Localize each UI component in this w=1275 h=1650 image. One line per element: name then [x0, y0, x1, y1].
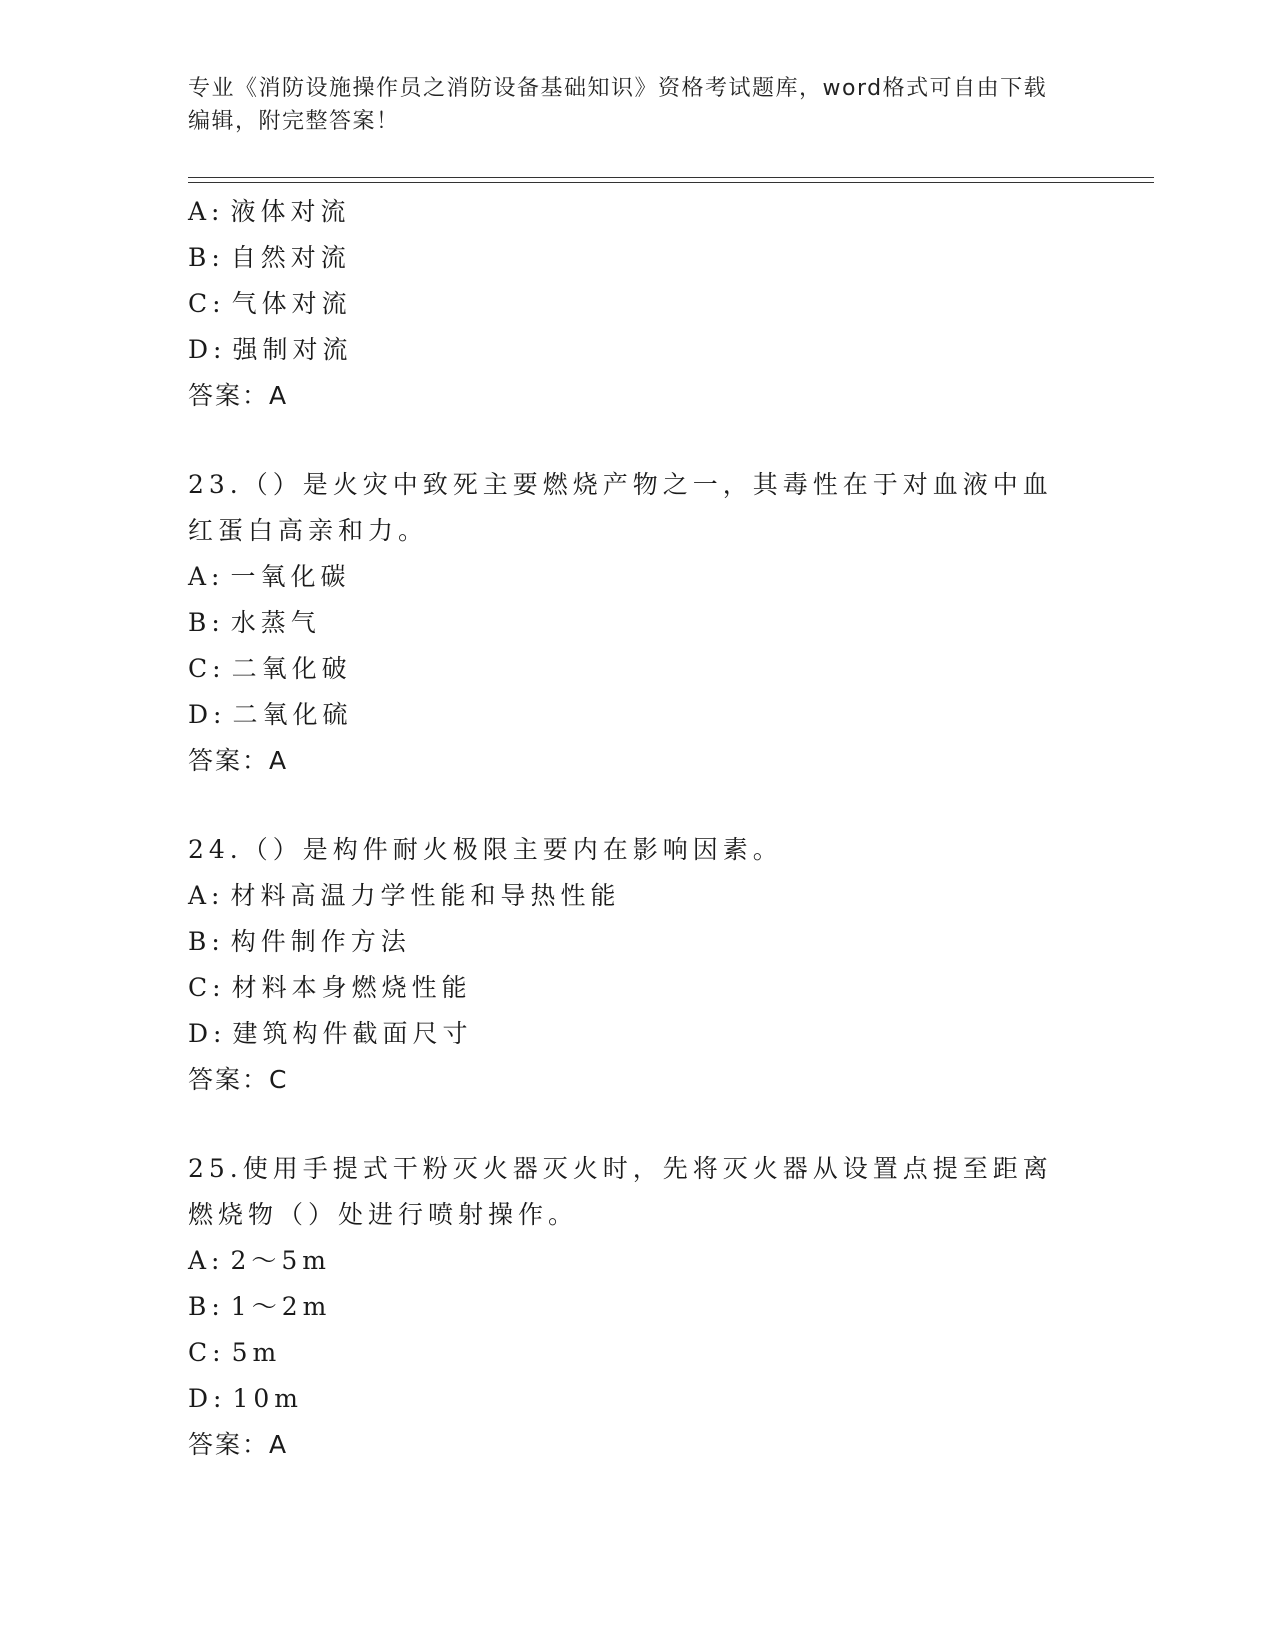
option-b: [188, 235, 1088, 281]
option-letter: D:: [188, 700, 227, 729]
question-stem: 25.使用手提式干粉灭火器灭火时，先将灭火器从设置点提至距离燃烧物（）处进行喷射操作。: [188, 1154, 1053, 1229]
option-letter: A:: [188, 197, 225, 226]
option-letter: A:: [188, 881, 225, 910]
option-a: [188, 189, 1088, 235]
answer-line: 答案：A: [188, 746, 289, 775]
option-letter: C:: [188, 654, 226, 683]
option-c: [188, 1330, 1088, 1376]
option-letter: A:: [188, 562, 225, 591]
option-letter: C:: [188, 289, 226, 318]
option-letter: B:: [188, 927, 225, 956]
question-list: [188, 189, 1088, 1468]
spacer: [188, 419, 1088, 462]
question-22: [188, 189, 1088, 419]
document-header: 专业《消防设施操作员之消防设备基础知识》资格考试题库，word格式可自由下载编辑，附完整答案！: [188, 76, 1048, 134]
option-letter: B:: [188, 243, 225, 272]
option-letter: B:: [188, 608, 225, 637]
option-text: 2～5m: [230, 1246, 332, 1275]
question-stem: 23.（）是火灾中致死主要燃烧产物之一，其毒性在于对血液中血红蛋白高亲和力。: [188, 470, 1053, 545]
answer-line: 答案：A: [188, 381, 289, 410]
option-text: 建筑构件截面尺寸: [232, 1019, 473, 1048]
option-text: 二氧化破: [231, 654, 352, 683]
option-c: [188, 646, 1088, 692]
option-text: 强制对流: [232, 335, 353, 364]
option-text: 材料高温力学性能和导热性能: [230, 881, 621, 910]
option-d: [188, 692, 1088, 738]
option-letter: D:: [188, 1384, 227, 1413]
spacer: [188, 784, 1088, 827]
option-text: 液体对流: [230, 197, 351, 226]
option-text: 10m: [232, 1384, 303, 1413]
option-a: [188, 554, 1088, 600]
option-letter: A:: [188, 1246, 225, 1275]
option-d: [188, 1011, 1088, 1057]
option-text: 材料本身燃烧性能: [231, 973, 472, 1002]
option-letter: B:: [188, 1292, 225, 1321]
option-b: [188, 600, 1088, 646]
option-text: 自然对流: [230, 243, 351, 272]
option-text: 水蒸气: [230, 608, 321, 637]
header-divider-bottom: [188, 182, 1154, 183]
option-a: [188, 1238, 1088, 1284]
option-text: 二氧化硫: [232, 700, 353, 729]
option-letter: C:: [188, 973, 226, 1002]
option-d: [188, 327, 1088, 373]
option-d: [188, 1376, 1088, 1422]
header-divider-top: [188, 177, 1154, 178]
option-letter: C:: [188, 1338, 226, 1367]
option-text: 构件制作方法: [230, 927, 411, 956]
option-c: [188, 281, 1088, 327]
option-text: 气体对流: [231, 289, 352, 318]
question-24: [188, 827, 1088, 1103]
option-b: [188, 1284, 1088, 1330]
option-letter: D:: [188, 1019, 227, 1048]
option-text: 5m: [231, 1338, 282, 1367]
option-a: [188, 873, 1088, 919]
answer-line: 答案：C: [188, 1065, 289, 1094]
question-stem: 24.（）是构件耐火极限主要内在影响因素。: [188, 835, 783, 864]
option-text: 一氧化碳: [230, 562, 351, 591]
spacer: [188, 1103, 1088, 1146]
option-b: [188, 919, 1088, 965]
option-c: [188, 965, 1088, 1011]
option-text: 1～2m: [230, 1292, 332, 1321]
answer-line: 答案：A: [188, 1430, 289, 1459]
option-letter: D:: [188, 335, 227, 364]
question-25: [188, 1146, 1088, 1468]
question-23: [188, 462, 1088, 784]
